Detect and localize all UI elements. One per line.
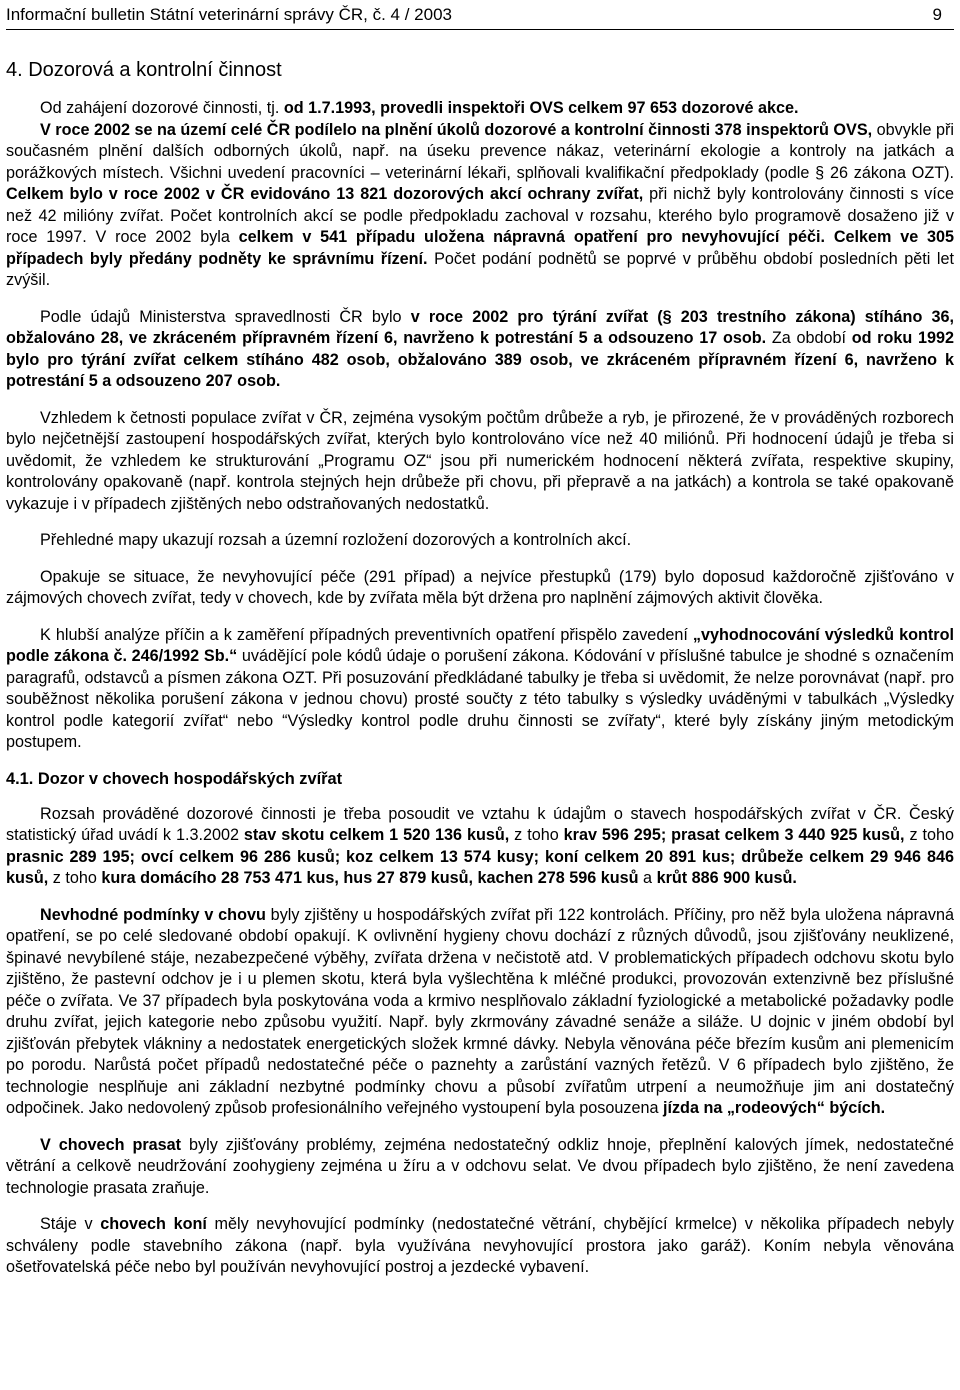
text-run: Opakuje se situace, že nevyhovující péče (291 případ) a nejvíce přestupků (179) bylo doposud každoročně zjišťováno v zájmových chovech zvířat, tedy v chovech, kde by zvířata měla být držena pro naplnění zájmových aktivit člověka. xyxy=(6,567,954,607)
bold-text: kura domácího 28 753 471 kus, hus 27 879 kusů, kachen 278 596 kusů xyxy=(101,869,639,887)
text-run: byly zjišťovány problémy, zejména nedostatečný odkliz hnoje, přeplnění kalových jímek, nedostatečné větrání a celkově neudržování zoohygieny zejména u žíru a v odchovu selat. Ve dvou případech bylo zjištěno, že není zavedena technologie prasata zraňuje. xyxy=(6,1135,954,1197)
bold-text: Celkem bylo v roce 2002 v ČR evidováno 13 821 dozorových akcí ochrany zvířat, xyxy=(6,185,644,203)
bold-text: V chovech prasat xyxy=(40,1135,182,1154)
bold-text: V roce 2002 se na území celé ČR podílelo na plnění úkolů dozorové a kontrolní činnosti 378 inspektorů OVS, xyxy=(40,120,873,139)
paragraph xyxy=(6,307,954,393)
subsection-body xyxy=(6,804,954,1279)
text-run: a xyxy=(638,869,657,887)
section-title: 4. Dozorová a kontrolní činnost xyxy=(6,59,282,81)
text-run: Počet podání podnětů se poprvé v průběhu období posledních pěti let zvýšil. xyxy=(6,249,954,289)
bold-text: celkem v 541 případu uložena nápravná opatření pro nevyhovující péči. Celkem ve 305 případech byly předány podněty ke správnímu řízení. xyxy=(6,228,954,268)
text-run: uvádějící pole kódů údaje o porušení zákona. Kódování v příslušné tabulce je shodné s označením paragrafů, odstavců a písmen zákona OZT. Při posuzování předkládané tabulky je třeba si uvědomit, že nelze porovnávat (např. pro souběžnost několika porušení zákona v jednou chovu) prosté součty z této tabulky s výsledky uváděnými v tabulkách „Výsledky kontrol podle kategorií zvířat“ nebo “Výsledky kontrol podle druhu činnosti se zvířaty“, které byly získány jiným metodickým postupem. xyxy=(6,647,954,751)
text-run: při nichž byly kontrolovány činnosti s více než 42 milióny zvířat. Počet kontrolních akcí se podle předpokladu zachoval v rozsahu, kterého bylo programově dosaženo již v roce 1997. V roce 2002 byla xyxy=(6,185,954,246)
subsection-title: 4.1. Dozor v chovech hospodářských zvířat xyxy=(6,769,343,788)
paragraph xyxy=(6,530,954,552)
text-run: Za období xyxy=(766,329,852,347)
paragraph xyxy=(6,905,954,1120)
paragraph xyxy=(6,408,954,516)
paragraph xyxy=(6,98,954,120)
text-run: Přehledné mapy ukazují rozsah a územní rozložení dozorových a kontrolních akcí. xyxy=(40,531,632,549)
page-number: 9 xyxy=(932,5,942,24)
bold-text: v roce 2002 pro týrání zvířat (§ 203 trestního zákona) stíháno 36, obžalováno 28, ve zkráceném přípravném řízení 6, navrženo k potrestání 5 a odsouzeno 17 osob. xyxy=(6,307,954,347)
paragraph xyxy=(6,120,954,292)
text-run: měly nevyhovující podmínky (nedostatečné větrání, chybějící krmelce) v několika případech nebyly schváleny podle stavebního zákona (např. byla využívána nevyhovující prostora jako garáž). Koním nebyla věnována ošetřovatelská péče nebo byl používán nevyhovující postroj a jezdecké vybavení. xyxy=(6,1215,954,1276)
text-run: z toho xyxy=(904,826,955,844)
text-run: Vzhledem k četnosti populace zvířat v ČR, zejména vysokým počtům drůbeže a ryb, je přirozené, že v prováděných rozborech bylo nejčetnější zastoupení hospodářských zvířat, kterých bylo kontrolováno více než 40 miliónů. Při hodnocení údajů je třeba si uvědomit, že vzhledem ke strukturování „Programu OZ“ jsou při numerickém hodnocení některá zvířata, respektive skupiny, kontrolovány opakovaně (např. kontrola stejných hejn drůbeže při chovu, při přepravě a na jatkách) a kontrola se také opakovaně vykazuje i v případech zjištěných nebo odstraňovaných nedostatků. xyxy=(6,408,954,513)
paragraph xyxy=(6,1214,954,1279)
bold-text: chovech koní xyxy=(100,1215,207,1233)
text-run: Stáje v xyxy=(40,1215,101,1233)
bold-text: jízda na „rodeových“ býcích. xyxy=(662,1099,886,1117)
bold-text: Nevhodné podmínky v chovu xyxy=(40,905,266,924)
text-run: Rozsah prováděné dozorové činnosti je třeba posoudit ve vztahu k údajům o stavech hospodářských zvířat v ČR. Český statistický úřad uvádí k 1.3.2002 xyxy=(6,804,954,844)
paragraph xyxy=(6,567,954,610)
text-run: K hlubší analýze příčin a k zaměření případných preventivních opatření přispělo zavedení xyxy=(40,625,693,644)
bold-text: „vyhodnocování výsledků kontrol podle zákona č. 246/1992 Sb.“ xyxy=(6,625,954,665)
text-run: z toho xyxy=(48,869,102,887)
paragraph xyxy=(6,625,954,754)
text-run: Podle údajů Ministerstva spravedlnosti ČR bylo xyxy=(40,307,411,326)
paragraph xyxy=(6,1135,954,1200)
bold-text: stav skotu celkem 1 520 136 kusů, xyxy=(243,826,510,844)
bold-text: od 1.7.1993, provedli inspektoři OVS celkem 97 653 dozorové akce. xyxy=(283,99,799,117)
section-body xyxy=(6,98,954,754)
text-run: byly zjištěny u hospodářských zvířat při 122 kontrolách. Příčiny, pro něž byla uložena nápravná opatření, se po celé sledované období opakují. K ovlivnění hygieny chovu dochází z různých důvodů, jsou zjišťovány neuklizené, špinavé nevybílené stáje, nezabezpečené výběhy, zvířata držena v nečistotě atd. V problematických případech odchovu skotu bylo zjištěno, že pastevní odchov je i u plemen skotu, která byla vyšlechtěna k mléčné produkci, provozován extenzivně bez příslušné péče o zvířata. Ve 37 případech byla poskytována voda a krmivo nesplňovalo základní fyziologické a metabolické požadavky podle druhu zvířat, jejich kategorie nebo způsobu využití. Např. byly zkrmovány závadné senáže a siláže. U dojnic v jiném období byl zjišťován přebytek vlákniny a nedostatek energetických složek krmné dávky. Nebyla věnována péče březím kusům ani plemenicím po porodu. Narůstá počet případů nedostatečné péče o paznehty a zarůstání vazných řetězů. V 6 případech bylo zjištěno, že technologie nesplňuje ani základní nezbytné podmínky chovu a působí zvířatům utrpení a neumožňuje jim ani dostatečný odpočinek. Jako nedovolený způsob profesionálního veřejného vystoupení byla posouzena xyxy=(6,905,954,1117)
bold-text: krav 596 295; prasat celkem 3 440 925 kusů, xyxy=(563,826,905,844)
page-header xyxy=(6,4,954,30)
text-run: obvykle při současném plnění dalších odborných úkolů, např. na úseku prevence nákaz, veterinární ekologie a kontroly na jatkách a porážkových místech. Všichni uvedení pracovníci – veterinární lékaři, splňovali kvalifikační předpoklady (podle § 26 zákona OZT). xyxy=(6,120,955,182)
text-run: Od zahájení dozorové činnosti, tj. xyxy=(40,99,284,117)
bold-text: krůt 886 900 kusů. xyxy=(656,869,797,887)
bold-text: prasnic 289 195; ovcí celkem 96 286 kusů; koz celkem 13 574 kusy; koní celkem 20 891 kus; drůbeže celkem 29 946 846 kusů, xyxy=(6,847,954,887)
bold-text: od roku 1992 bylo pro týrání zvířat celkem stíháno 482 osob, obžalováno 389 osob, ve zkráceném přípravném řízení 6, navrženo k potrestání 5 a odsouzeno 207 osob. xyxy=(6,329,954,390)
paragraph xyxy=(6,804,954,890)
text-run: z toho xyxy=(509,826,564,844)
bulletin-title: Informační bulletin Státní veterinární správy ČR, č. 4 / 2003 xyxy=(6,5,452,24)
